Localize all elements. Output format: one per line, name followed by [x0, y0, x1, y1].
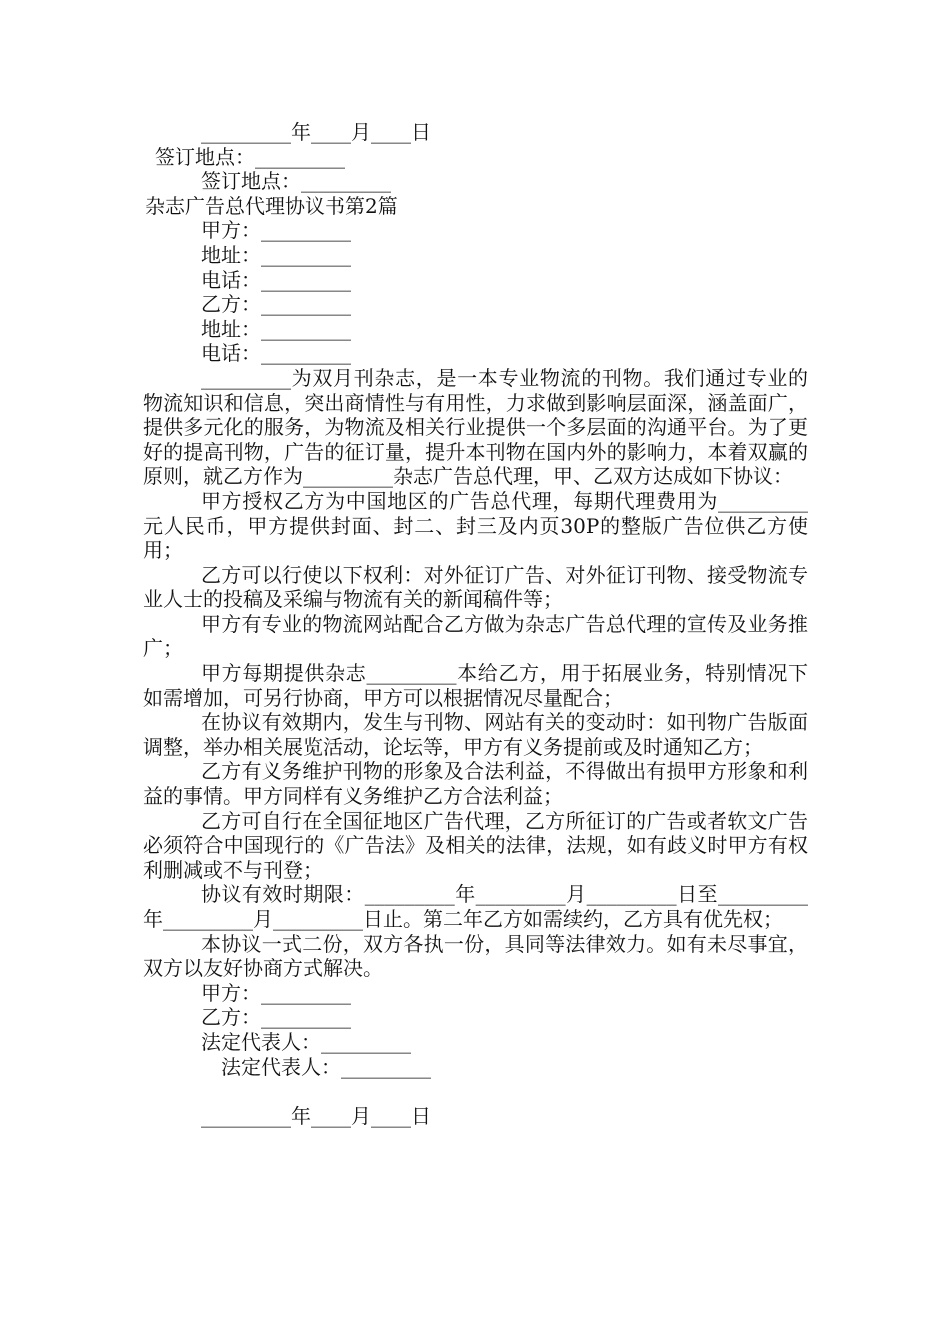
legal-representative-2: 法定代表人：_________ — [221, 1054, 431, 1079]
party-yi-address: 地址：_________ — [201, 316, 351, 341]
body-paragraph: 乙方可以行使以下权利：对外征订广告、对外征订刊物、接受物流专业人士的投稿及采编与物流有关的新闻稿件等； — [143, 562, 808, 612]
party-jia: 甲方：_________ — [201, 218, 351, 243]
body-paragraph: _________为双月刊杂志，是一本专业物流的刊物。我们通过专业的物流知识和信息，突出商情性与有用性，力求做到影响层面深，涵盖面广，提供多元化的服务，为物流及相关行业提供一个多层面的沟通平台。为了更好的提高刊物，广告的征订量，提升本刊物在国内外的影响力，本着双赢的原则，就乙方作为_________杂志广告总代理，甲、乙双方达成如下协议： — [143, 365, 808, 489]
party-yi: 乙方：_________ — [201, 292, 351, 317]
sign-place-2: 签订地点：_________ — [201, 169, 391, 194]
footer-party-jia: 甲方：_________ — [201, 980, 351, 1005]
party-jia-address: 地址：_________ — [201, 242, 351, 267]
document-title: 杂志广告总代理协议书第2篇 — [145, 193, 398, 218]
body-paragraph: 乙方可自行在全国征地区广告代理，乙方所征订的广告或者软文广告必须符合中国现行的《广告法》及相关的法律，法规，如有歧义时甲方有权利删减或不与刊登； — [143, 808, 808, 882]
body-paragraph: 协议有效时期限：_________年_________月_________日至_________年_________月_________日止。第二年乙方如需续约，乙方具有优先权； — [143, 882, 808, 931]
body-paragraph: 甲方有专业的物流网站配合乙方做为杂志广告总代理的宣传及业务推广； — [143, 611, 808, 661]
sign-place-1: 签订地点：_________ — [155, 144, 345, 169]
spacer — [143, 1079, 808, 1104]
header-date-line: _________年____月____日 — [201, 120, 431, 144]
body-paragraph: 本协议一式二份，双方各执一份，具同等法律效力。如有未尽事宜，双方以友好协商方式解决。 — [143, 931, 808, 981]
body-paragraph: 在协议有效期内，发生与刊物、网站有关的变动时：如刊物广告版面调整，举办相关展览活动，论坛等，甲方有义务提前或及时通知乙方； — [143, 710, 808, 759]
document-page — [143, 120, 808, 1128]
body-paragraph: 甲方每期提供杂志_________本给乙方，用于拓展业务，特别情况下如需增加，可另行协商，甲方可以根据情况尽量配合； — [143, 661, 808, 710]
body-paragraph: 甲方授权乙方为中国地区的广告总代理，每期代理费用为_________元人民币，甲方提供封面、封二、封三及内页30P的整版广告位供乙方使用； — [143, 488, 808, 563]
footer-party-yi: 乙方：_________ — [201, 1005, 351, 1030]
party-jia-phone: 电话：_________ — [201, 267, 351, 292]
legal-representative-1: 法定代表人：_________ — [201, 1029, 411, 1054]
party-yi-phone: 电话：_________ — [201, 341, 351, 366]
body-paragraph: 乙方有义务维护刊物的形象及合法利益，不得做出有损甲方形象和利益的事情。甲方同样有义务维护乙方合法利益； — [143, 759, 808, 809]
footer-date-line: _________年____月____日 — [201, 1103, 431, 1128]
